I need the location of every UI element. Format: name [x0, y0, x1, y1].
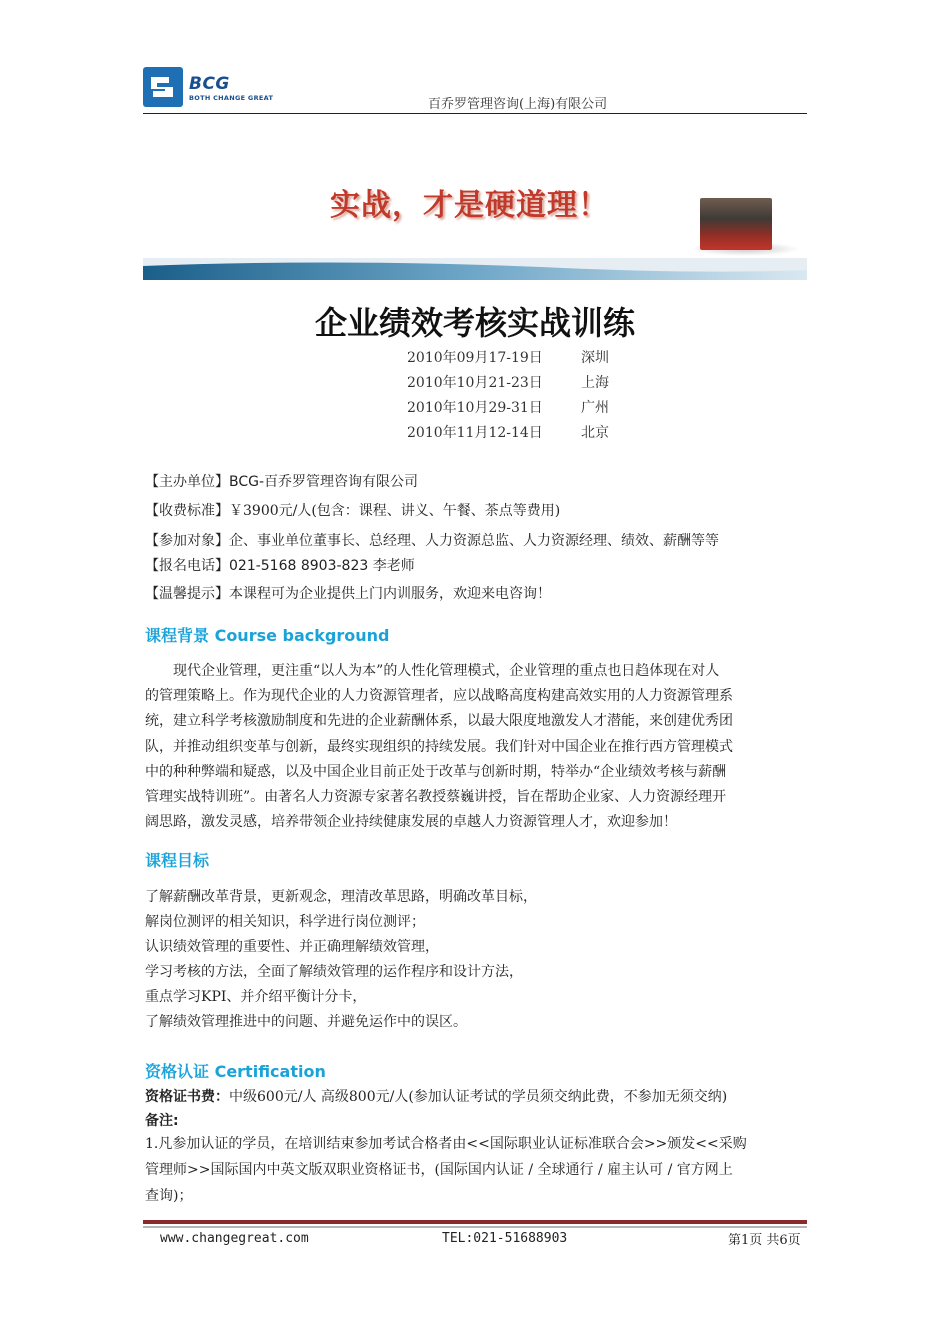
info-fee	[145, 500, 560, 520]
logo-text: BCG	[189, 74, 230, 94]
paragraph-line: 中的种种弊端和疑惑，以及中国企业目前正处于改革与创新时期，特举办“企业绩效考核与薪酬	[145, 763, 727, 780]
info-label: 【报名电话】	[145, 558, 229, 574]
logo-tagline: BOTH CHANGE GREAT	[189, 94, 274, 102]
paragraph-line: 现代企业管理，更注重“以人为本”的人性化管理模式，企业管理的重点也日趋体现在对人	[145, 663, 720, 679]
background-paragraph	[145, 659, 807, 835]
schedule-city: 广州	[581, 400, 609, 416]
goal-item: 认识绩效管理的重要性、并正确理解绩效管理，	[145, 939, 439, 955]
certification-fee	[145, 1086, 807, 1106]
schedule-city: 上海	[581, 375, 609, 391]
certification-note	[145, 1131, 807, 1209]
schedule-date: 2010年09月17-19日	[407, 350, 543, 366]
schedule-city: 深圳	[581, 350, 609, 366]
goal-item: 解岗位测评的相关知识，科学进行岗位测评；	[145, 914, 425, 930]
schedule-city: 北京	[581, 425, 609, 441]
paragraph-line: 阔思路，激发灵感，培养带领企业持续健康发展的卓越人力资源管理人才，欢迎参加！	[145, 814, 677, 831]
info-value: 本课程可为企业提供上门内训服务，欢迎来电咨询！	[229, 586, 551, 602]
info-audience	[145, 530, 719, 550]
goal-item: 学习考核的方法，全面了解绩效管理的运作程序和设计方法，	[145, 964, 523, 980]
schedule-date: 2010年11月12-14日	[407, 425, 543, 441]
info-value: 021-5168 8903-823 李老师	[229, 558, 415, 574]
goal-item: 了解薪酬改革背景，更新观念，理清改革思路，明确改革目标，	[145, 889, 537, 905]
cert-fee-label: 资格证书费：	[145, 1089, 229, 1105]
schedule-row	[407, 372, 609, 392]
banner-slogan: 实战，才是硬道理！	[330, 188, 609, 223]
course-title: 企业绩效考核实战训练	[314, 304, 635, 342]
paragraph-line: 管理实战特训班”。由著名人力资源专家著名教授蔡巍讲授，旨在帮助企业家、人力资源经理开	[145, 789, 727, 806]
header-divider	[143, 113, 807, 114]
schedule-row	[407, 347, 609, 367]
header-company: 百乔罗管理咨询(上海)有限公司	[428, 97, 608, 112]
info-value: BCG-百乔罗管理咨询有限公司	[229, 474, 419, 490]
cert-fee-value: 中级600元/人 高级800元/人(参加认证考试的学员须交纳此费，不参加无须交纳)	[229, 1089, 728, 1105]
info-value: ￥3900元/人(包含：课程、讲义、午餐、茶点等费用)	[229, 503, 561, 519]
goal-item: 重点学习KPI、并介绍平衡计分卡，	[145, 989, 367, 1005]
footer-tel: TEL:021-51688903	[442, 1231, 568, 1246]
info-tip	[145, 583, 551, 603]
footer-bar	[143, 1220, 807, 1224]
info-label: 【收费标准】	[145, 503, 229, 519]
schedule-date: 2010年10月21-23日	[407, 375, 543, 391]
bcg-logo-icon	[143, 67, 183, 107]
paragraph-line: 队，并推动组织变革与创新，最终实现组织的持续发展。我们针对中国企业在推行西方管理模式	[145, 738, 733, 755]
schedule-row	[407, 422, 609, 442]
section-heading-goals: 课程目标	[145, 851, 210, 870]
footer-page-number: 第1页 共6页	[728, 1233, 801, 1248]
info-label: 【主办单位】	[145, 474, 229, 490]
info-label: 【温馨提示】	[145, 586, 229, 602]
note-line: 1.凡参加认证的学员，在培训结束参加考试合格者由<<国际职业认证标准联合会>>颁发<<采购	[145, 1136, 747, 1152]
certification-note-label	[145, 1110, 807, 1130]
section-heading-background: 课程背景 Course background	[145, 626, 390, 645]
paragraph-line: 的管理策略上。作为现代企业的人力资源管理者，应以战略高度构建高效实用的人力资源管理系	[145, 688, 733, 705]
footer-website: www.changegreat.com	[160, 1231, 309, 1246]
schedule-date: 2010年10月29-31日	[407, 400, 543, 416]
info-label: 【参加对象】	[145, 533, 229, 549]
info-phone	[145, 555, 415, 575]
info-organizer	[145, 471, 418, 491]
note-label: 备注:	[145, 1113, 179, 1129]
banner-wave	[143, 258, 807, 280]
paragraph-line: 统，建立科学考核激励制度和先进的企业薪酬体系，以最大限度地激发人才潜能，来创建优秀团	[145, 713, 733, 730]
schedule-row	[407, 397, 609, 417]
section-heading-certification: 资格认证 Certification	[145, 1062, 326, 1081]
footer-bar-shadow	[143, 1226, 807, 1228]
goal-item: 了解绩效管理推进中的问题、并避免运作中的误区。	[145, 1014, 467, 1030]
note-line: 查询)；	[145, 1188, 193, 1204]
note-line: 管理师>>国际国内中英文版双职业资格证书，(国际国内认证 / 全球通行 / 雇主认可 / 官方网上	[145, 1162, 733, 1178]
meeting-photo	[700, 198, 772, 250]
info-value: 企、事业单位董事长、总经理、人力资源总监、人力资源经理、绩效、薪酬等等	[229, 533, 719, 549]
